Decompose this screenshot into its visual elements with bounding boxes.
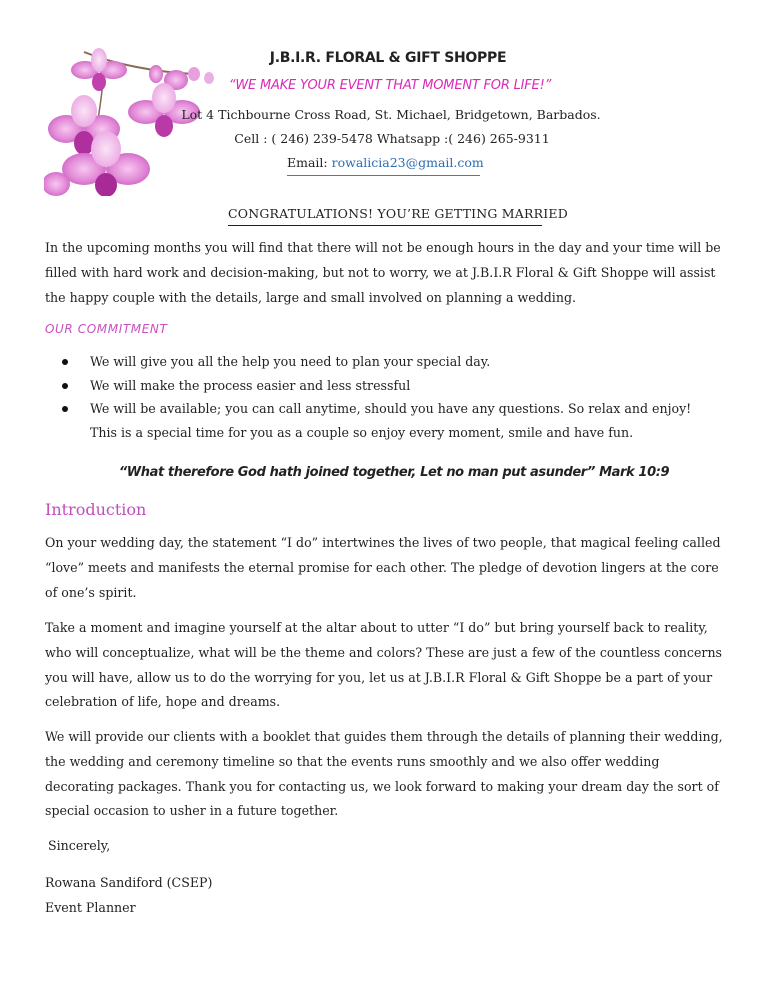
slogan: “WE MAKE YOUR EVENT THAT MOMENT FOR LIFE!” — [228, 78, 552, 93]
commitment-heading: OUR COMMITMENT — [45, 322, 168, 336]
shop-name: J.B.I.R. FLORAL & GIFT SHOPPE — [269, 50, 507, 66]
commitment-list — [62, 350, 722, 444]
introduction-paragraph: We will provide our clients with a booklet that guides them through the details of planning their wedding, the wedding and ceremony timeline so that the events runs smoothly and we also offer wedding decorating packages. Thank you for contacting us, we look forward to making your dream day the sort of special occasion to usher in a future together. — [45, 729, 723, 819]
email-link[interactable]: rowalicia23@gmail.com — [331, 155, 484, 170]
closing-sincerely: Sincerely, — [48, 838, 111, 853]
introduction-paragraph: Take a moment and imagine yourself at the altar about to utter “I do” but bring yourself back to reality, who will conceptualize, what will be the theme and colors? These are just a few of the countless concerns you will have, allow us to do the worrying for you, let us at J.B.I.R Floral & Gift Shoppe be a part of your celebration of life, hope and dreams. — [45, 620, 723, 710]
congratulations-underline — [228, 225, 542, 226]
congratulations-heading: CONGRATULATIONS! YOU’RE GETTING MARRIED — [228, 206, 568, 221]
bullet-icon — [62, 383, 68, 389]
phone-numbers: Cell : ( 246) 239-5478 Whatsapp :( 246) 265-9311 — [234, 131, 550, 146]
bullet-icon — [62, 359, 68, 365]
list-item: We will give you all the help you need to plan your special day. — [62, 350, 722, 374]
signer-title: Event Planner — [45, 900, 136, 915]
address: Lot 4 Tichbourne Cross Road, St. Michael, Bridgetown, Barbados. — [181, 107, 601, 122]
list-item: We will make the process easier and less stressful — [62, 374, 722, 398]
email-underline — [287, 175, 480, 176]
introduction-paragraph: On your wedding day, the statement “I do” intertwines the lives of two people, that magical feeling called “love” meets and manifests the eternal promise for each other. The pledge of devotion lingers at the core of one’s spirit. — [45, 535, 721, 600]
introduction-heading: Introduction — [45, 500, 147, 519]
signer-name: Rowana Sandiford (CSEP) — [45, 875, 213, 890]
bullet-icon — [62, 406, 68, 412]
bible-quote: “What therefore God hath joined together, Let no man put asunder” Mark 10:9 — [118, 465, 670, 480]
list-item: We will be available; you can call anytime, should you have any questions. So relax and enjoy! This is a special time for you as a couple so enjoy every moment, smile and have fun. — [62, 397, 722, 444]
email-label: Email: — [287, 155, 332, 170]
intro-paragraph: In the upcoming months you will find that there will not be enough hours in the day and your time will be filled with hard work and decision-making, but not to worry, we at J.B.I.R Floral & Gift Shoppe will assist the happy couple with the details, large and small involved on planning a wedding. — [45, 240, 721, 305]
email-line — [287, 155, 484, 170]
